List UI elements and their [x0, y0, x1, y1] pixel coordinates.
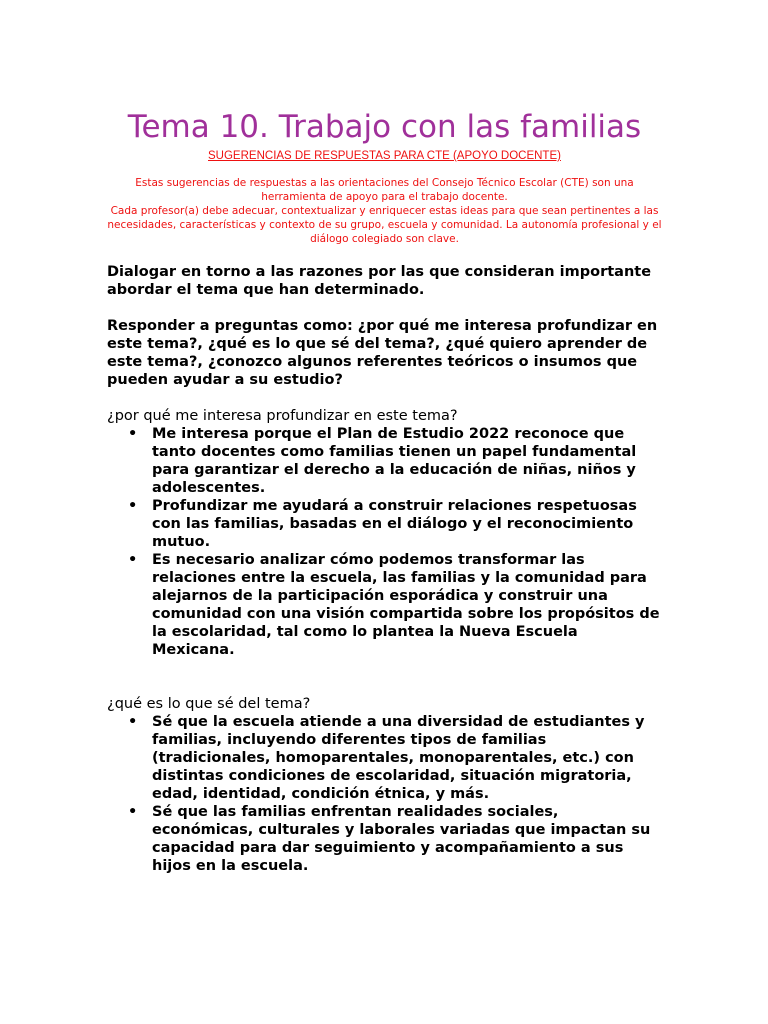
list-item: • Sé que la escuela atiende a una diversidad de estudiantes y familias, incluyendo diferentes tipos de familias (tradicionales, homoparentales, monoparentales, etc.) con distintas condiciones de escolaridad, situación migratoria, edad, identidad, condición étnica, y más.	[128, 714, 645, 802]
list-item: • Sé que las familias enfrentan realidades sociales, económicas, culturales y laborales variadas que impactan su capacidad para dar seguimiento y acompañamiento a sus hijos en la escuela.	[128, 804, 651, 874]
bullet-icon: •	[128, 552, 138, 568]
bullet-icon: •	[128, 804, 138, 820]
document-subtitle: SUGERENCIAS DE RESPUESTAS PARA CTE (APOYO DOCENTE)	[208, 150, 561, 162]
disclaimer-line-1: Estas sugerencias de respuestas a las orientaciones del Consejo Técnico Escolar (CTE) son una herramienta de apoyo para el trabajo docente.	[135, 177, 634, 203]
bullet-icon: •	[128, 714, 138, 730]
list-item: • Profundizar me ayudará a construir relaciones respetuosas con las familias, basadas en el diálogo y el reconocimiento mutuo.	[128, 498, 637, 550]
section2-list	[107, 713, 662, 875]
intro-paragraph-1: Dialogar en torno a las razones por las que consideran importante abordar el tema que han determinado.	[107, 264, 652, 298]
list-item: • Es necesario analizar cómo podemos transformar las relaciones entre la escuela, las familias y la comunidad para alejarnos de la participación esporádica y construir una comunidad con una visión compartida sobre los propósitos de la escolaridad, tal como lo plantea la Nueva Escuela Mexicana.	[128, 552, 660, 658]
document-title: Tema 10. Trabajo con las familias	[127, 109, 642, 145]
section1-list	[107, 425, 662, 659]
bullet-icon: •	[128, 426, 138, 442]
bullet-icon: •	[128, 498, 138, 514]
section1-question: ¿por qué me interesa profundizar en este tema?	[107, 408, 458, 424]
disclaimer-note	[107, 176, 662, 246]
section2-question: ¿qué es lo que sé del tema?	[107, 696, 311, 712]
disclaimer-line-2: Cada profesor(a) debe adecuar, contextualizar y enriquecer estas ideas para que sean pertinentes a las necesidades, características y contexto de su grupo, escuela y comunidad. La autonomía profesional y el diálogo colegiado son clave.	[107, 205, 662, 245]
list-item: • Me interesa porque el Plan de Estudio 2022 reconoce que tanto docentes como familias tienen un papel fundamental para garantizar el derecho a la educación de niñas, niños y adolescentes.	[128, 426, 637, 496]
intro-paragraph-2: Responder a preguntas como: ¿por qué me interesa profundizar en este tema?, ¿qué es lo que sé del tema?, ¿qué quiero aprender de este tema?, ¿conozco algunos referentes teóricos o insumos que pueden ayudar a su estudio?	[107, 318, 658, 388]
document-page	[107, 108, 662, 875]
